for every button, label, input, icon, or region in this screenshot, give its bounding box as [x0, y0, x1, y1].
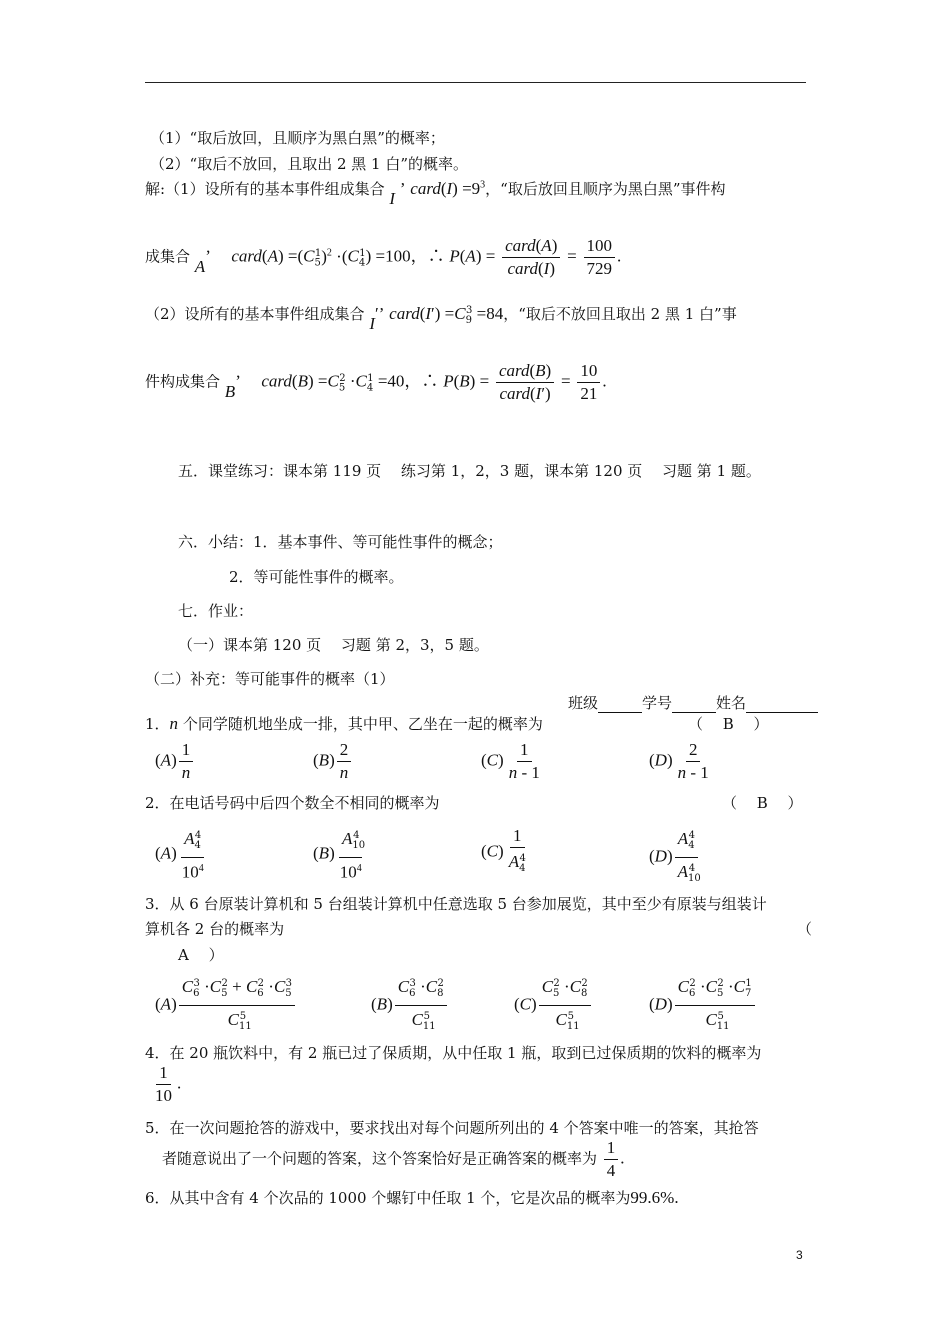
- problem-2-option-a: (A) $\frac{A_4^4}{10^4}$: [155, 826, 209, 883]
- header-rule: [145, 82, 806, 83]
- class-blank: [598, 696, 642, 713]
- solution-1-line2-lead: 成集合: [145, 247, 191, 266]
- problem-3-answer: A ）: [178, 946, 224, 964]
- solution-2-lead: （2）设所有的基本事件组成集合: [145, 305, 365, 323]
- question-2: （2）“取后不放回，且取出 2 黑 1 白”的概率。: [150, 155, 469, 173]
- problem-6: 6．从其中含有 4 个次品的 1000 个螺钉中任取 1 个，它是次品的概率为99.6%.: [145, 1188, 679, 1207]
- set-i: I: [389, 189, 396, 208]
- problem-1-option-b: (B) $\frac{2}{n}$: [313, 740, 353, 783]
- problem-1-option-d: (D) $\frac{2}{n - 1}$: [649, 740, 709, 782]
- problem-1-text: 个同学随机地坐成一排，其中甲、乙坐在一起的概率为: [182, 715, 543, 733]
- problem-1: 1．n 个同学随机地坐成一排，其中甲、乙坐在一起的概率为: [145, 714, 543, 733]
- problem-2-option-b: (B) $\frac{A_{10}^4}{10^4}$: [313, 826, 367, 883]
- homework-2: （二）补充：等可能事件的概率（1）: [145, 670, 395, 688]
- problem-2-answer: （ B ）: [722, 794, 803, 812]
- problem-1-option-c: (C) $\frac{1}{n - 1}$: [481, 740, 540, 782]
- formula-card-i: card: [410, 179, 441, 198]
- number-label: 学号: [642, 694, 673, 712]
- name-blank: [746, 696, 818, 713]
- question-1: （1）“取后放回，且顺序为黑白黑”的概率；: [150, 129, 445, 147]
- problem-5-line-2: 者随意说出了一个问题的答案，这个答案恰好是正确答案的概率为 $\frac{1}{4}$ .: [162, 1138, 625, 1180]
- problem-5-line-1: 5．在一次问题抢答的游戏中，要求找出对每个问题所列出的 4 个答案中唯一的答案，其抢答: [145, 1119, 759, 1137]
- prob-a-fraction: $\frac{\text{card(A)}}{\text{card(I)}}$: [502, 236, 560, 279]
- problem-3-option-a: (A) $\frac{C_6^3 \cdot C_5^2 + C_6^2 \cdot C_5^3}{C_{11}^5}$: [155, 974, 297, 1037]
- solution-1-line-1: 解:（1）设所有的基本事件组成集合 I ’ card(I) $=9^3$，“取后放回且顺序为黑白黑”事件构: [145, 179, 726, 208]
- problem-5-answer: $\frac{1}{4}$: [604, 1138, 619, 1181]
- solution-1-mid: ，“取后放回且顺序为黑白黑”事件构: [485, 180, 726, 198]
- solution-1-line-2: 成集合 A’ card(A) $=(C_5^1)^2 \cdot(C_4^1) =100$，∴ P(A) = $\frac{\text{card(A)}}{\text{card(I)}}$ = $\frac{100}{729}$ .: [145, 236, 622, 278]
- problem-6-text: 6．从其中含有 4 个次品的 1000 个螺钉中任取 1 个，它是次品的概率为: [145, 1189, 631, 1207]
- page-number: 3: [796, 1248, 803, 1262]
- number-blank: [672, 696, 716, 713]
- section-practice: 五．课堂练习：课本第 119 页 练习第 1，2，3 题，课本第 120 页 习题 第 1 题。: [178, 462, 761, 480]
- problem-1-answer: （ B ）: [688, 715, 769, 733]
- section-summary-2: 2．等可能性事件的概率。: [229, 568, 404, 586]
- homework-1: （一）课本第 120 页 习题 第 2，3，5 题。: [178, 636, 489, 654]
- prob-b-fraction: $\frac{\text{card(B)}}{\text{card(I′)}}$: [496, 361, 554, 404]
- set-b: B: [224, 381, 236, 401]
- problem-4: 4．在 20 瓶饮料中，有 2 瓶已过了保质期，从中任取 1 瓶，取到已过保质期的饮料的概率为: [145, 1044, 762, 1062]
- class-label: 班级: [568, 694, 599, 712]
- solution-2-mid: ，“取后不放回且取出 2 黑 1 白”事: [503, 305, 737, 323]
- solution-1-lead: 解:（1）设所有的基本事件组成集合: [145, 180, 385, 198]
- problem-6-answer: 99.6%: [630, 1188, 675, 1207]
- section-summary: 六．小结：1．基本事件、等可能性事件的概念；: [178, 533, 503, 551]
- name-label: 姓名: [716, 694, 747, 712]
- problem-3-line-2: 算机各 2 台的概率为: [145, 920, 285, 938]
- problem-2-option-d: (D) $\frac{A_4^4}{A_{10}^4}$: [649, 826, 700, 889]
- student-info-line: [568, 692, 818, 713]
- solution-2-line-2: 件构成集合 B’ card(B) $=C_5^2 \cdot C_4^1 =40$，∴ P(B) = $\frac{\text{card(B)}}{\text{card(I′)}}$ = $\frac{10}{21}$ .: [145, 361, 607, 403]
- solution-2-line2-lead: 件构成集合: [145, 372, 221, 391]
- problem-5-line-2-text: 者随意说出了一个问题的答案，这个答案恰好是正确答案的概率为: [162, 1149, 598, 1168]
- problem-3-option-d: (D) $\frac{C_6^2 \cdot C_5^2 \cdot C_7^1}{C_{11}^5}$: [649, 974, 757, 1037]
- problem-3-option-c: (C) $\frac{C_5^2 \cdot C_8^2}{C_{11}^5}$: [514, 974, 593, 1037]
- problem-2-option-c: (C) $\frac{1}{A_4^4}$: [481, 826, 526, 874]
- problem-1-option-a: (A) $\frac{1}{n}$: [155, 740, 195, 783]
- set-i-prime: I: [369, 314, 375, 333]
- problem-1-number: 1．: [145, 715, 170, 733]
- problem-3-line-1: 3．从 6 台原装计算机和 5 台组装计算机中任意选取 5 台参加展览，其中至少有原装与组装计: [145, 895, 767, 913]
- problem-3-option-b: (B) $\frac{C_6^3 \cdot C_8^2}{C_{11}^5}$: [371, 974, 449, 1037]
- set-a: A: [194, 256, 206, 276]
- problem-4-answer: $\frac{1}{10}$ .: [155, 1063, 182, 1105]
- problem-3-paren: （: [797, 920, 813, 938]
- solution-2-line-1: （2）设所有的基本事件组成集合 I′’ card(I′) $=C_9^3 =84$，“取后不放回且取出 2 黑 1 白”事: [145, 304, 737, 333]
- problem-2: 2．在电话号码中后四个数全不相同的概率为: [145, 794, 440, 812]
- section-homework: 七．作业：: [178, 602, 254, 620]
